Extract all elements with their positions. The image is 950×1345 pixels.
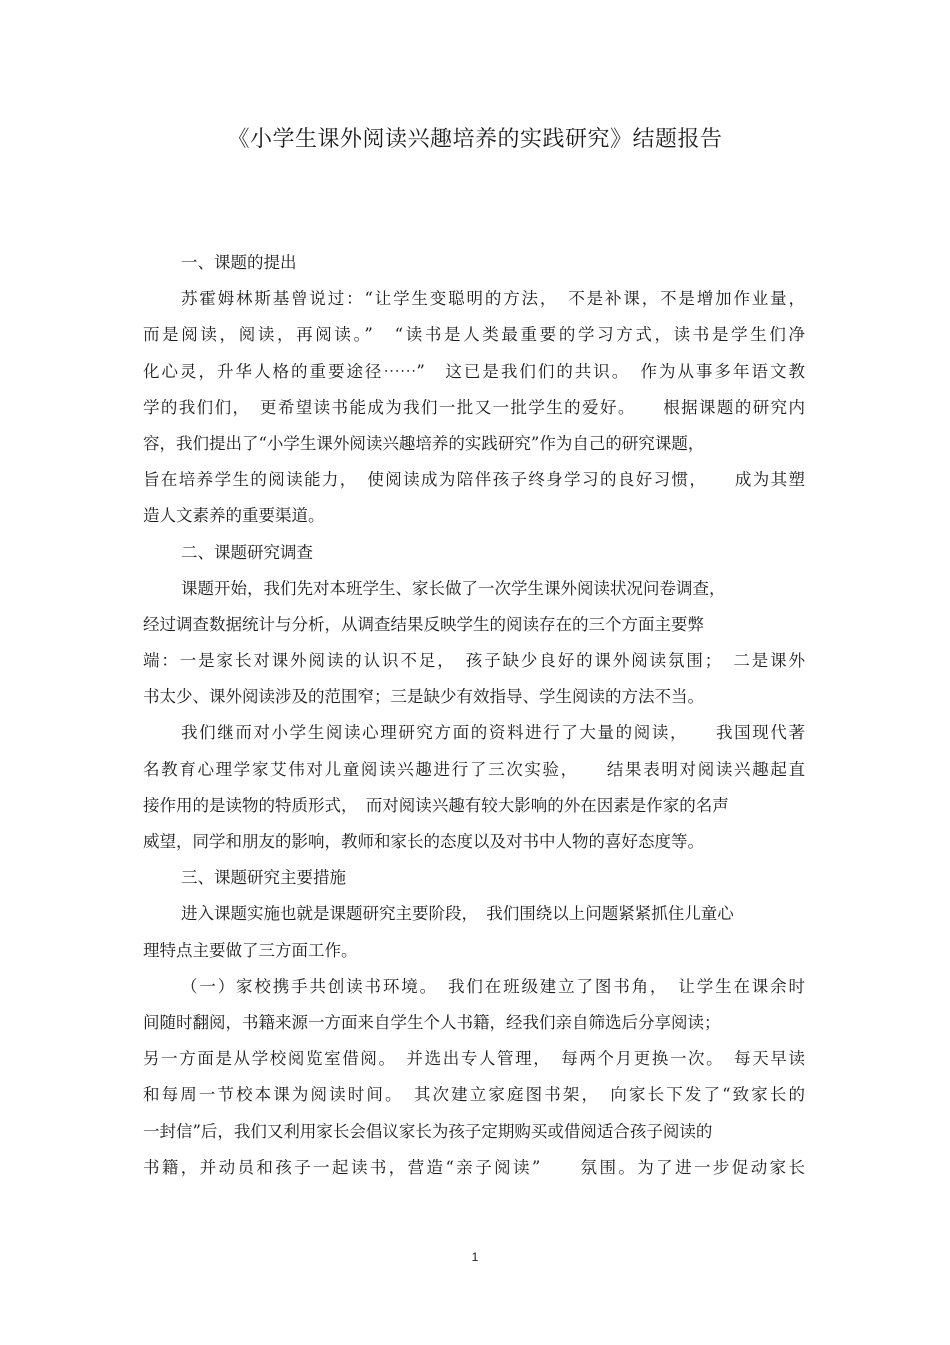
text-line: 二、课题研究调查 — [181, 542, 313, 562]
text-line: 经过调查数据统计与分析，从调查结果反映学生的阅读存在的三个方面主要弊 — [143, 614, 704, 634]
text-line: 容，我们提出了“小学生课外阅读兴趣培养的实践研究”作为自己的研究课题， — [143, 433, 705, 453]
text-line: 接作用的是读物的特质形式， 而对阅读兴趣有较大影响的外在因素是作家的名声 — [143, 795, 729, 815]
text-line: 端：一是家长对课外阅读的认识不足， 孩子缺少良好的课外阅读氛围； 二是课外 — [143, 651, 805, 671]
text-line: 苏霍姆林斯基曾说过：“让学生变聪明的方法， 不是补课，不是增加作业量， — [181, 289, 805, 309]
text-line: 化心灵，升华人格的重要途径⋯⋯” 这已是我们们的共识。 作为从事多年语文教 — [143, 361, 805, 381]
text-line: 书籍，并动员和孩子一起读书，营造“亲子阅读” 氛围。为了进一步促动家长 — [143, 1157, 805, 1177]
text-line: 另一方面是从学校阅览室借阅。 并选出专人管理， 每两个月更换一次。 每天早读 — [143, 1049, 805, 1069]
text-line: 进入课题实施也就是课题研究主要阶段， 我们围绕以上问题紧紧抓住儿童心 — [181, 904, 734, 924]
text-line: 间随时翻阅，书籍来源一方面来自学生个人书籍，经我们亲自筛选后分享阅读； — [143, 1012, 721, 1032]
text-line: 学的我们们， 更希望读书能成为我们一批又一批学生的爱好。 根据课题的研究内 — [143, 397, 805, 417]
text-line: 威望，同学和朋友的影响，教师和家长的态度以及对书中人物的喜好态度等。 — [143, 832, 704, 851]
text-line: 书太少、课外阅读涉及的范围窄；三是缺少有效指导、学生阅读的方法不当。 — [143, 687, 704, 707]
text-line: 三、课题研究主要措施 — [181, 868, 346, 888]
text-line: 理特点主要做了三方面工作。 — [143, 940, 358, 960]
page-number: 1 — [471, 1250, 479, 1264]
text-line: 旨在培养学生的阅读能力， 使阅读成为陪伴孩子终身学习的良好习惯， 成为其塑 — [143, 470, 805, 490]
text-line: （一）家校携手共创读书环境。 我们在班级建立了图书角， 让学生在课余时 — [181, 976, 805, 996]
text-line: 我们继而对小学生阅读心理研究方面的资料进行了大量的阅读， 我国现代著 — [181, 723, 805, 743]
text-line: 课题开始，我们先对本班学生、家长做了一次学生课外阅读状况问卷调查， — [181, 578, 726, 598]
text-line: 和每周一节校本课为阅读时间。 其次建立家庭图书架， 向家长下发了“致家长的 — [143, 1085, 805, 1105]
text-line: 一封信”后，我们又利用家长会倡议家长为孩子定期购买或借阅适合孩子阅读的 — [143, 1121, 713, 1141]
text-line: 一、课题的提出 — [181, 253, 297, 272]
text-line: 造人文素养的重要渠道。 — [143, 506, 325, 526]
document-title: 《小学生课外阅读兴趣培养的实践研究》结题报告 — [227, 127, 723, 152]
document-body — [143, 245, 805, 1186]
text-line: 名教育心理学家艾伟对儿童阅读兴趣进行了三次实验， 结果表明对阅读兴趣起直 — [143, 759, 805, 779]
text-line: 而是阅读，阅读，再阅读。” “读书是人类最重要的学习方式，读书是学生们净 — [143, 325, 805, 345]
